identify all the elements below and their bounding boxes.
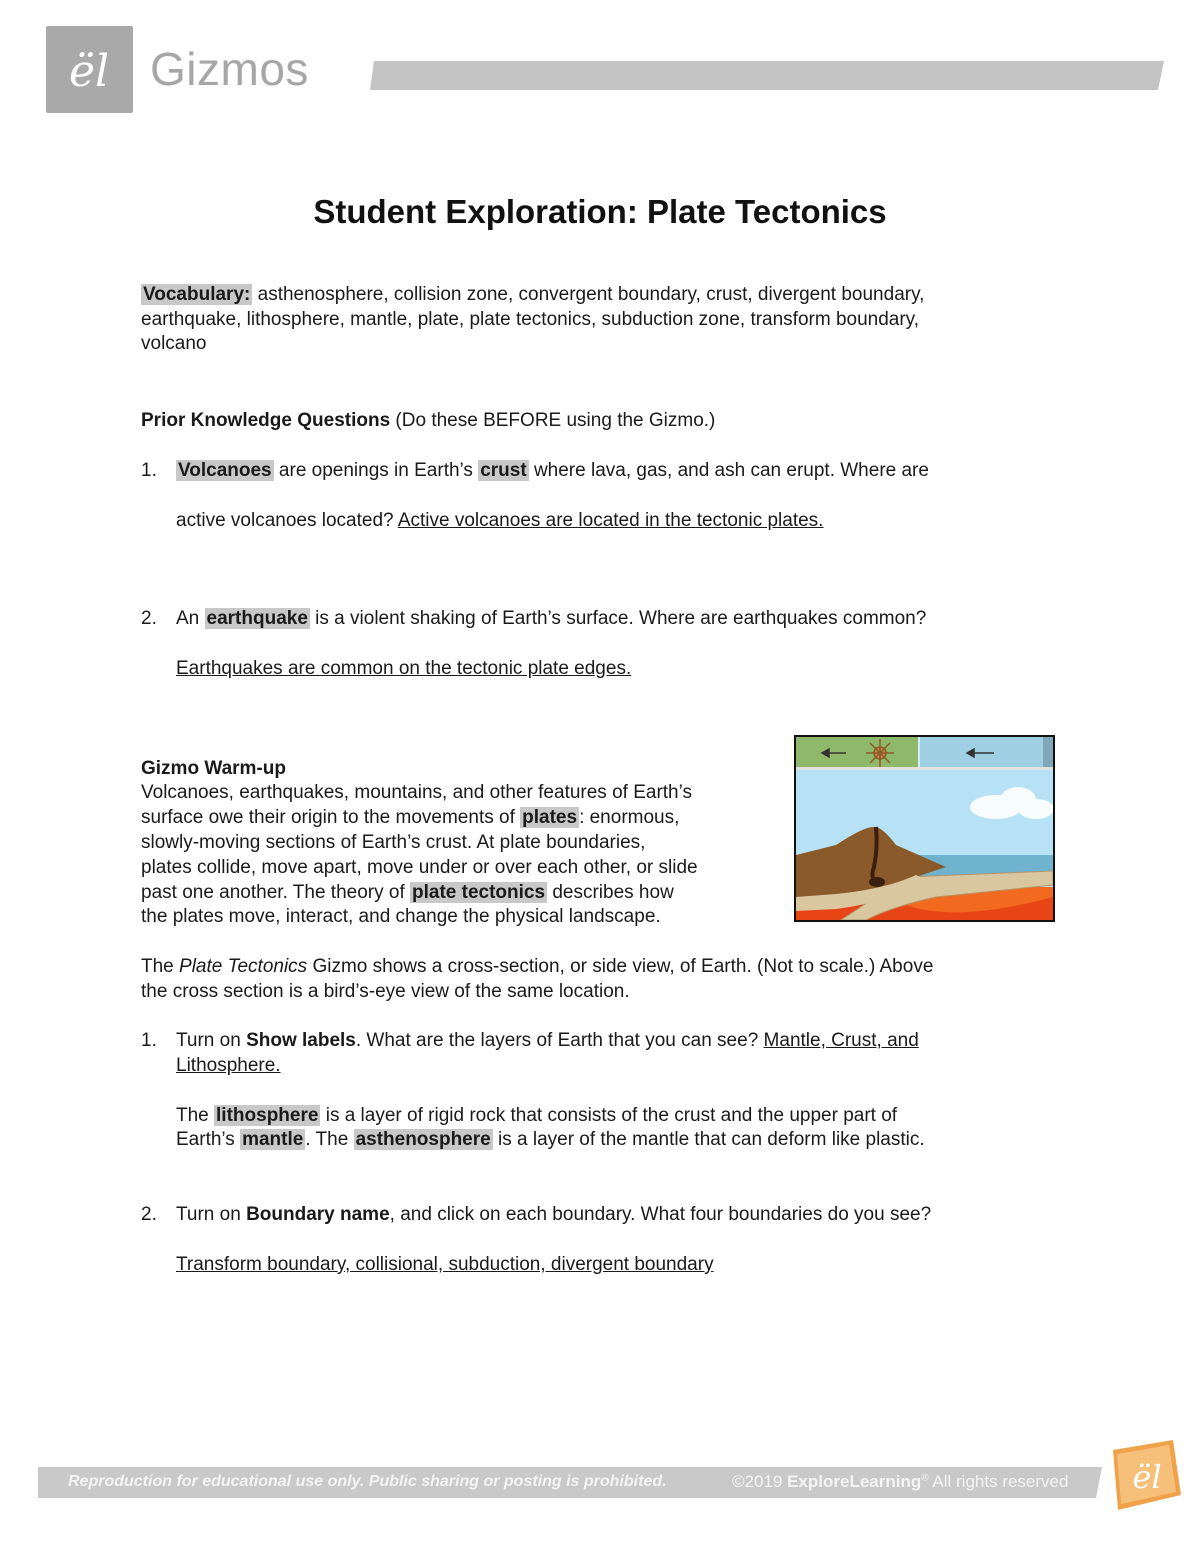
prior-question-2: [141, 606, 926, 631]
warmup-question-2-answer-line: [176, 1252, 714, 1277]
gizmos-logo-icon: [46, 26, 133, 113]
prior-note: (Do these BEFORE using the Gizmo.): [390, 410, 716, 431]
logo-text: ël: [68, 46, 110, 97]
warmup-line-5: [141, 880, 674, 905]
rights-text: All rights reserved: [928, 1472, 1069, 1491]
vocabulary-label: Vocabulary:: [143, 284, 251, 305]
boundary-name-term: Boundary name: [246, 1204, 390, 1225]
warmup-text: Gizmo shows a cross-section, or side view, of Earth. (Not to scale.) Above: [307, 956, 934, 977]
question-number: 2.: [141, 608, 157, 629]
question-number: 1.: [141, 460, 157, 481]
gizmo-name: Plate Tectonics: [179, 956, 308, 977]
warmup-text: describes how: [547, 882, 674, 903]
question-number: 2.: [141, 1204, 157, 1225]
question-text: , and click on each boundary. What four boundaries do you see?: [389, 1204, 932, 1225]
prior-heading-text: Prior Knowledge Questions: [141, 410, 391, 431]
definition-text: . The: [305, 1129, 354, 1150]
corner-logo-text: ël: [1132, 1458, 1162, 1496]
warmup-heading: Gizmo Warm-up: [141, 758, 286, 779]
warmup-text: : enormous,: [579, 807, 680, 828]
page-title: Student Exploration: Plate Tectonics: [313, 193, 887, 230]
warmup-question-1-answer-cont: [176, 1053, 281, 1078]
definition-line-2: [176, 1127, 925, 1152]
warmup-text: surface owe their origin to the movements of: [141, 807, 521, 828]
prior-question-1: [141, 458, 929, 483]
vocabulary-line-3: volcano: [141, 333, 207, 354]
warmup-para2-line-2: the cross section is a bird’s-eye view of the same location.: [141, 981, 630, 1002]
warmup-para2-line-1: [141, 954, 933, 979]
question-text: Turn on: [176, 1030, 247, 1051]
question-text: are openings in Earth’s: [273, 460, 479, 481]
prior-question-2-answer-line: [176, 656, 631, 681]
copyright-symbol: ©: [732, 1472, 745, 1491]
copyright-year: 2019: [744, 1472, 783, 1491]
warmup-line-4: plates collide, move apart, move under or over each other, or slide: [141, 857, 698, 878]
registered-mark: ®: [921, 1472, 929, 1484]
answer-layers-part-2[interactable]: Lithosphere.: [176, 1055, 281, 1076]
question-text: is a violent shaking of Earth’s surface. Where are earthquakes common?: [309, 608, 927, 629]
definition-text: is a layer of rigid rock that consists of the crust and the upper part of: [320, 1105, 898, 1126]
warmup-line-1: Volcanoes, earthquakes, mountains, and other features of Earth’s: [141, 782, 692, 803]
explorelearning-corner-logo-icon: [1103, 1440, 1181, 1510]
plate-tectonics-illustration: [794, 735, 1055, 922]
term-volcanoes: Volcanoes: [178, 460, 272, 481]
show-labels-term: Show labels: [246, 1030, 356, 1051]
warmup-line-3: slowly-moving sections of Earth’s crust. At plate boundaries,: [141, 832, 646, 853]
vocabulary-line-2: earthquake, lithosphere, mantle, plate, plate tectonics, subduction zone, transform boundary,: [141, 309, 920, 330]
question-text: An: [176, 608, 205, 629]
question-text: . What are the layers of Earth that you can see?: [355, 1030, 764, 1051]
warmup-text: The: [141, 956, 180, 977]
warmup-line-2: [141, 805, 679, 830]
warmup-question-2: [141, 1202, 931, 1227]
answer-1[interactable]: Active volcanoes are located in the tectonic plates.: [397, 510, 824, 531]
term-lithosphere: lithosphere: [216, 1105, 319, 1126]
definition-line-1: [176, 1103, 897, 1128]
company-name: ExploreLearning: [782, 1472, 922, 1491]
warmup-text: past one another. The theory of: [141, 882, 411, 903]
header-bar: [370, 61, 1164, 90]
definition-text: Earth’s: [176, 1129, 241, 1150]
definition-text: is a layer of the mantle that can deform like plastic.: [492, 1129, 925, 1150]
prior-knowledge-heading: [141, 408, 715, 433]
term-plate-tectonics: plate tectonics: [412, 882, 546, 903]
answer-boundaries[interactable]: Transform boundary, collisional, subduction, divergent boundary: [176, 1254, 714, 1275]
prior-question-1-answer-line: [176, 508, 823, 533]
warmup-question-1: [141, 1028, 919, 1053]
vocabulary-line-1: [141, 282, 924, 307]
answer-layers-part-1[interactable]: Mantle, Crust, and: [763, 1030, 919, 1051]
question-number: 1.: [141, 1030, 157, 1051]
vocabulary-text-1: asthenosphere, collision zone, convergent boundary, crust, divergent boundary,: [252, 284, 925, 305]
footer-disclaimer: Reproduction for educational use only. Public sharing or posting is prohibited.: [68, 1473, 667, 1490]
term-mantle: mantle: [242, 1129, 304, 1150]
footer-copyright: [732, 1472, 1068, 1492]
brand-name: Gizmos: [150, 43, 309, 95]
question-text: where lava, gas, and ash can erupt. Where are: [528, 460, 929, 481]
term-crust: crust: [480, 460, 527, 481]
definition-text: The: [176, 1105, 215, 1126]
term-earthquake: earthquake: [206, 608, 308, 629]
volcano-top-view-icon: [866, 739, 894, 767]
question-text: active volcanoes located?: [176, 510, 398, 531]
term-plates: plates: [522, 807, 578, 828]
term-asthenosphere: asthenosphere: [355, 1129, 491, 1150]
warmup-line-6: the plates move, interact, and change the physical landscape.: [141, 906, 661, 927]
answer-2[interactable]: Earthquakes are common on the tectonic plate edges.: [176, 658, 632, 679]
question-text: Turn on: [176, 1204, 247, 1225]
